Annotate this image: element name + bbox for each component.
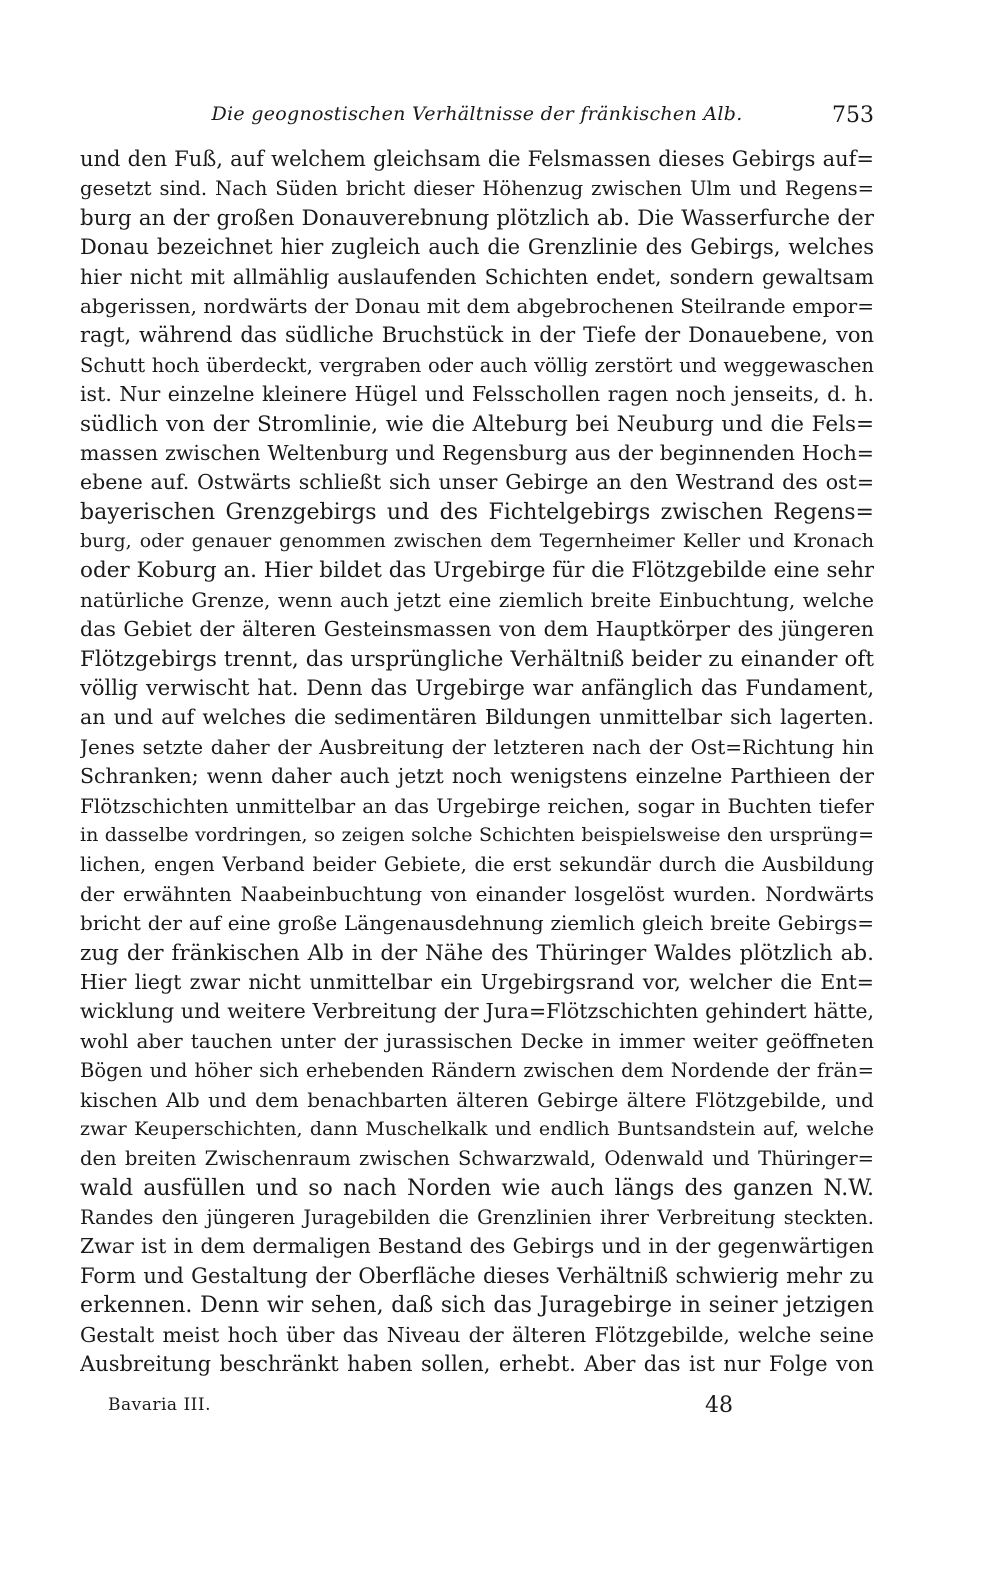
sheet-number: 48 [705,1393,733,1418]
text-line: bricht der auf eine große Längenausdehnung ziemlich gleich breite Gebirgs= [80,911,874,936]
text-line: gesetzt sind. Nach Süden bricht dieser Höhenzug zwischen Ulm und Regens= [80,177,874,201]
text-line: der erwähnten Naabeinbuchtung von einander losgelöst wurden. Nordwärts [80,881,874,906]
text-line: burg, oder genauer genommen zwischen dem Tegernheimer Keller und Kronach [80,530,874,553]
text-line: Bögen und höher sich erhebenden Rändern zwischen dem Nordende der frän= [80,1059,874,1083]
text-line: Schranken; wenn daher auch jetzt noch wenigstens einzelne Parthieen der [80,764,874,789]
text-line: Flötzgebirgs trennt, das ursprüngliche Verhältniß beider zu einander oft [80,646,874,672]
text-line: wicklung und weitere Verbreitung der Jura=Flötzschichten gehindert hätte, [80,999,874,1024]
page-footer [80,1395,874,1425]
running-title: Die geognostischen Verhältnisse der fränkischen Alb. [211,103,743,125]
text-line: abgerissen, nordwärts der Donau mit dem abgebrochenen Steilrande empor= [80,293,874,318]
text-line: bayerischen Grenzgebirgs und des Fichtelgebirgs zwischen Regens= [80,499,874,525]
text-line: lichen, engen Verband beider Gebiete, die erst sekundär durch die Ausbildung [80,853,874,877]
text-line: wald ausfüllen und so nach Norden wie auch längs des ganzen N.W. [80,1175,874,1201]
page-number: 753 [832,103,874,128]
text-line: südlich von der Stromlinie, wie die Alteburg bei Neuburg und die Fels= [80,411,874,437]
text-line: natürliche Grenze, wenn auch jetzt eine ziemlich breite Einbuchtung, welche [80,587,874,612]
text-line: völlig verwischt hat. Denn das Urgebirge war anfänglich das Fundament, [80,676,874,701]
text-line: Schutt hoch überdeckt, vergraben oder auch völlig zerstört und weggewaschen [80,353,874,377]
page-header [80,103,874,135]
text-line: Flötzschichten unmittelbar an das Urgebirge reichen, sogar in Buchten tiefer [80,793,874,818]
text-line: ebene auf. Ostwärts schließt sich unser Gebirge an den Westrand des ost= [80,470,874,495]
text-line: Randes den jüngeren Juragebilden die Grenzlinien ihrer Verbreitung steckten. [80,1206,874,1230]
text-line: hier nicht mit allmählig auslaufenden Schichten endet, sondern gewaltsam [80,264,874,289]
body-text [80,145,874,1379]
text-line: Form und Gestaltung der Oberfläche dieses Verhältniß schwierig mehr zu [80,1263,874,1288]
text-line: Hier liegt zwar nicht unmittelbar ein Urgebirgsrand vor, welcher die Ent= [80,969,874,994]
text-line: das Gebiet der älteren Gesteinsmassen von dem Hauptkörper des jüngeren [80,617,874,642]
text-line: burg an der großen Donauverebnung plötzlich ab. Die Wasserfurche der [80,205,874,231]
text-line: Donau bezeichnet hier zugleich auch die Grenzlinie des Gebirgs, welches [80,235,874,260]
printer-signature: Bavaria III. [108,1395,212,1415]
text-line: den breiten Zwischenraum zwischen Schwarzwald, Odenwald und Thüringer= [80,1147,874,1171]
text-line: erkennen. Denn wir sehen, daß sich das Juragebirge in seiner jetzigen [80,1293,874,1319]
text-line: Ausbreitung beschränkt haben sollen, erhebt. Aber das ist nur Folge von [80,1352,874,1377]
text-line: kischen Alb und dem benachbarten älteren Gebirge ältere Flötzgebilde, und [80,1087,874,1112]
text-line: Gestalt meist hoch über das Niveau der älteren Flötzgebilde, welche seine [80,1322,874,1347]
text-line: wohl aber tauchen unter der jurassischen Decke in immer weiter geöffneten [80,1028,874,1053]
text-line: an und auf welches die sedimentären Bildungen unmittelbar sich lagerten. [80,705,874,730]
text-line: oder Koburg an. Hier bildet das Urgebirge für die Flötzgebilde eine sehr [80,558,874,584]
text-line: Zwar ist in dem dermaligen Bestand des Gebirgs und in der gegenwärtigen [80,1234,874,1259]
text-line: zwar Keuperschichten, dann Muschelkalk und endlich Buntsandstein auf, welche [80,1117,874,1140]
text-line: ist. Nur einzelne kleinere Hügel und Felsschollen ragen noch jenseits, d. h. [80,382,874,407]
text-line: Jenes setzte daher der Ausbreitung der letzteren nach der Ost=Richtung hin [80,734,874,759]
text-line: und den Fuß, auf welchem gleichsam die Felsmassen dieses Gebirgs auf= [80,147,874,171]
text-line: massen zwischen Weltenburg und Regensburg aus der beginnenden Hoch= [80,440,874,465]
text-line: in dasselbe vordringen, so zeigen solche Schichten beispielsweise den ursprüng= [80,823,874,846]
text-line: ragt, während das südliche Bruchstück in der Tiefe der Donauebene, von [80,323,874,348]
text-line: zug der fränkischen Alb in der Nähe des Thüringer Waldes plötzlich ab. [80,940,874,966]
